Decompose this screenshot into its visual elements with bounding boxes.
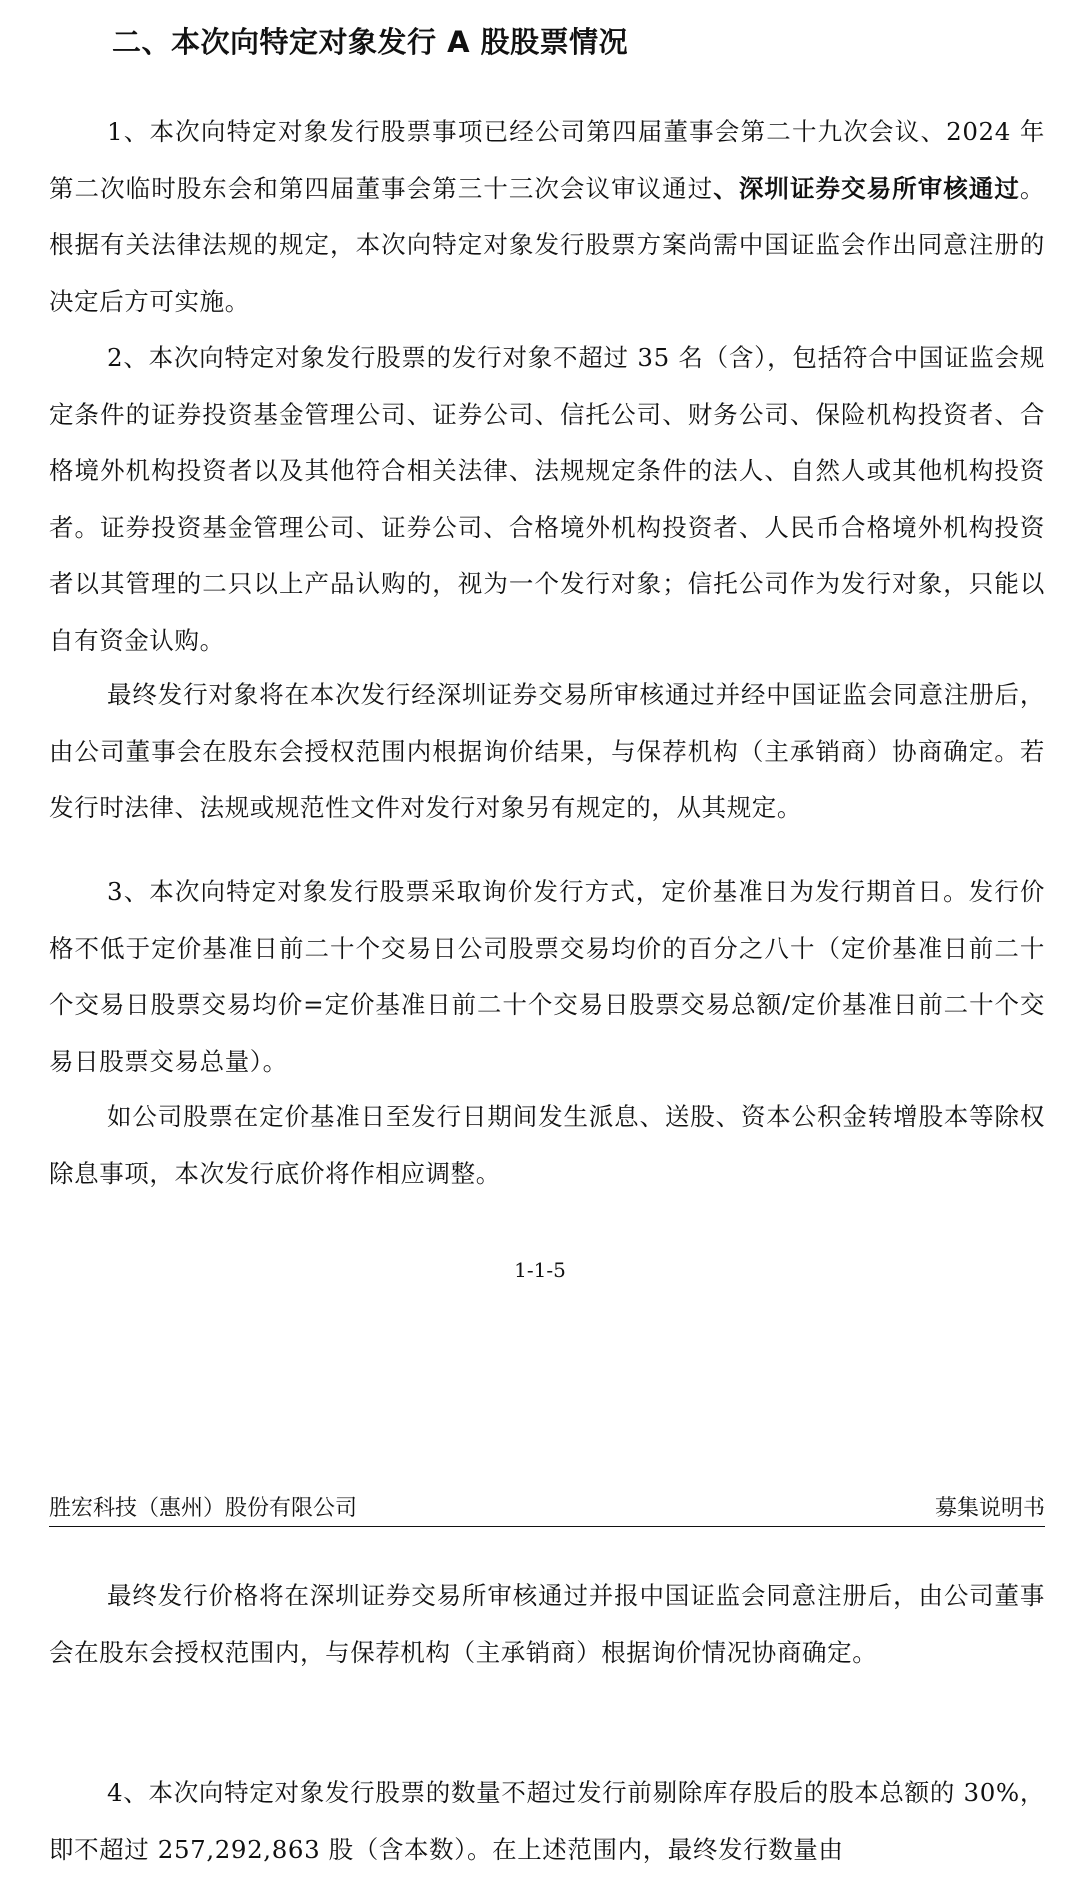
paragraph-approval-text: 1、本次向特定对象发行股票事项已经公司第四届董事会第二十九次会议、2024 年第二次临时股东会和第四届董事会第三十三次会议审议通过 xyxy=(49,117,1045,203)
paragraph-final-targets: 最终发行对象将在本次发行经深圳证券交易所审核通过并经中国证监会同意注册后，由公司董事会在股东会授权范围内根据询价结果，与保荐机构（主承销商）协商确定。若发行时法律、法规或规范性文件对发行对象另有规定的，从其规定。 xyxy=(49,680,1045,822)
page-number: 1-1-5 xyxy=(514,1258,566,1282)
running-header xyxy=(49,1492,1045,1527)
paragraph-price-adjustment: 如公司股票在定价基准日至发行日期间发生派息、送股、资本公积金转增股本等除权除息事项，本次发行底价将作相应调整。 xyxy=(49,1102,1045,1188)
section-heading: 二、本次向特定对象发行 A 股股票情况 xyxy=(112,25,629,59)
paragraph-issue-quantity: 4、本次向特定对象发行股票的数量不超过发行前剔除库存股后的股本总额的 30%，即不超过 257,292,863 股（含本数）。在上述范围内，最终发行数量由 xyxy=(49,1778,1045,1864)
paragraph-pricing: 3、本次向特定对象发行股票采取询价发行方式，定价基准日为发行期首日。发行价格不低于定价基准日前二十个交易日公司股票交易均价的百分之八十（定价基准日前二十个交易日股票交易均价=定价基准日前二十个交易日股票交易总额/定价基准日前二十个交易日股票交易总量）。 xyxy=(49,877,1045,1076)
company-name: 胜宏科技（惠州）股份有限公司 xyxy=(49,1496,358,1521)
paragraph-issue-targets: 2、本次向特定对象发行股票的发行对象不超过 35 名（含），包括符合中国证监会规定条件的证券投资基金管理公司、证券公司、信托公司、财务公司、保险机构投资者、合格境外机构投资者以及其他符合相关法律、法规规定条件的法人、自然人或其他机构投资者。证券投资基金管理公司、证券公司、合格境外机构投资者、人民币合格境外机构投资者以其管理的二只以上产品认购的，视为一个发行对象；信托公司作为发行对象，只能以自有资金认购。 xyxy=(49,343,1045,655)
paragraph-approval-text-tail: 。根据有关法律法规的规定，本次向特定对象发行股票方案尚需中国证监会作出同意注册的决定后方可实施。 xyxy=(49,173,1045,316)
paragraph-approval-bold-text: 、深圳证券交易所审核通过 xyxy=(713,173,1020,203)
paragraph-final-price: 最终发行价格将在深圳证券交易所审核通过并报中国证监会同意注册后，由公司董事会在股东会授权范围内，与保荐机构（主承销商）根据询价情况协商确定。 xyxy=(49,1581,1045,1667)
paragraph-approval xyxy=(49,104,1045,330)
document-type: 募集说明书 xyxy=(934,1496,1045,1521)
